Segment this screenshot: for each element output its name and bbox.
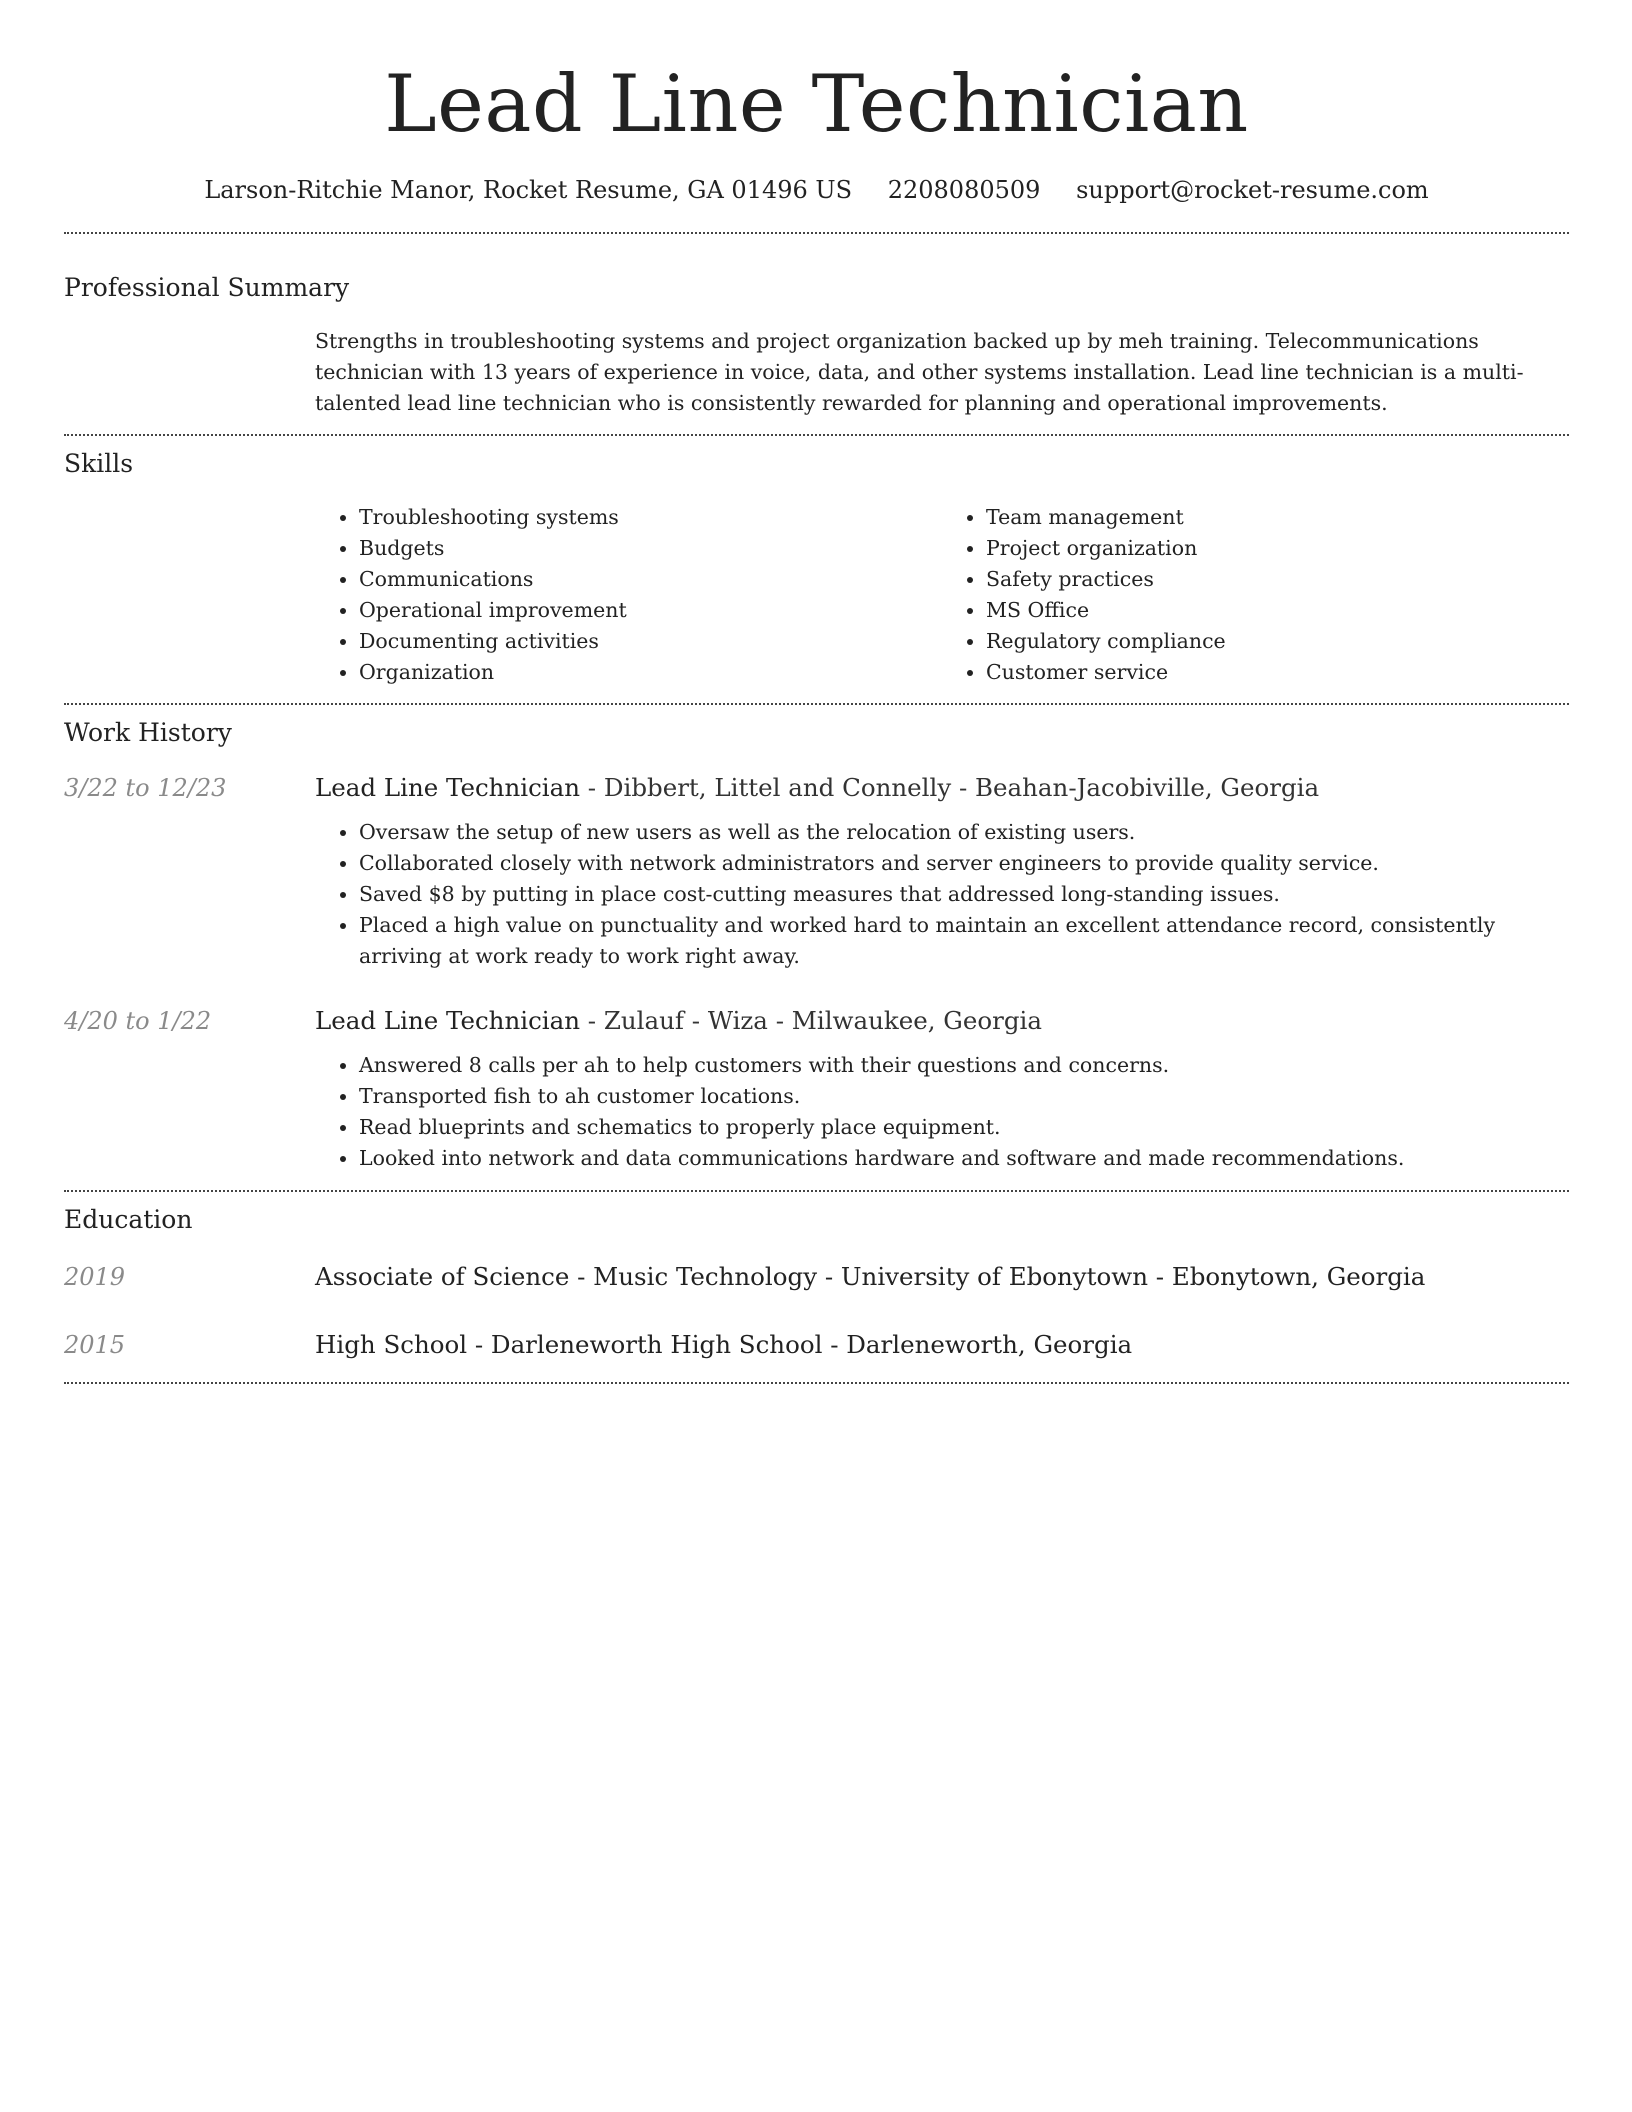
resume-page bbox=[64, 0, 1569, 1384]
skill-item: • Project organization bbox=[986, 533, 1569, 564]
job-duties bbox=[315, 1050, 1569, 1174]
degree-name: High School bbox=[315, 1330, 468, 1359]
summary-heading: Professional Summary bbox=[64, 273, 350, 302]
skill-item: • Regulatory compliance bbox=[986, 626, 1569, 657]
contact-line bbox=[64, 170, 1569, 210]
summary-text: Strengths in troubleshooting systems and project organization backed up by meh training. Telecommunications technician with 13 years of experience in voice, data, and other systems installation. Lead line technician is a multi-talented lead line technician who is consistently rewarded for planning and operational improvements. bbox=[315, 329, 1524, 415]
education-section bbox=[64, 1204, 1569, 1362]
section-divider bbox=[64, 232, 1569, 234]
education-year: 2015 bbox=[64, 1331, 126, 1359]
education-heading: Education bbox=[64, 1205, 193, 1234]
job-title: Lead Line Technician bbox=[315, 773, 581, 802]
job-heading bbox=[315, 771, 1569, 805]
summary-section bbox=[64, 272, 1569, 419]
education-degree bbox=[315, 1260, 1425, 1294]
work-heading: Work History bbox=[64, 718, 232, 747]
job-company: - Zulauf - Wiza - Milwaukee, Georgia bbox=[580, 1006, 1042, 1035]
education-entry bbox=[64, 1328, 1569, 1362]
duty-item: • Saved $8 by putting in place cost-cutting measures that addressed long-standing issues. bbox=[359, 879, 1569, 910]
job-title: Lead Line Technician bbox=[315, 1006, 581, 1035]
section-divider bbox=[64, 1190, 1569, 1192]
skill-item: • MS Office bbox=[986, 595, 1569, 626]
education-year: 2019 bbox=[64, 1263, 126, 1291]
education-degree bbox=[315, 1328, 1132, 1362]
skill-item: • Team management bbox=[986, 502, 1569, 533]
job-dates: 3/22 to 12/23 bbox=[64, 774, 227, 802]
duty-item: • Oversaw the setup of new users as well as the relocation of existing users. bbox=[359, 817, 1569, 848]
work-section bbox=[64, 717, 1569, 1174]
job-entry bbox=[64, 771, 1569, 972]
duty-item: • Read blueprints and schematics to properly place equipment. bbox=[359, 1112, 1569, 1143]
duty-item: • Collaborated closely with network administrators and server engineers to provide quality service. bbox=[359, 848, 1569, 879]
skills-section bbox=[64, 448, 1569, 688]
section-divider bbox=[64, 703, 1569, 705]
skills-list bbox=[315, 502, 1569, 688]
job-company: - Dibbert, Littel and Connelly - Beahan-Jacobiville, Georgia bbox=[580, 773, 1320, 802]
candidate-name: Lead Line Technician bbox=[384, 58, 1249, 150]
job-dates: 4/20 to 1/22 bbox=[64, 1007, 212, 1035]
duty-item: • Answered 8 calls per ah to help customers with their questions and concerns. bbox=[359, 1050, 1569, 1081]
skill-item: • Safety practices bbox=[986, 564, 1569, 595]
contact-phone: 2208080509 bbox=[887, 176, 1041, 204]
job-entry bbox=[64, 1004, 1569, 1174]
skill-item: • Budgets bbox=[359, 533, 942, 564]
job-main bbox=[315, 771, 1569, 972]
skill-item: • Customer service bbox=[986, 657, 1569, 688]
section-divider bbox=[64, 434, 1569, 436]
duty-item: • Placed a high value on punctuality and worked hard to maintain an excellent attendance record, consistently arriving at work ready to work right away. bbox=[359, 910, 1569, 972]
skill-item: • Operational improvement bbox=[359, 595, 942, 626]
contact-address: Larson-Ritchie Manor, Rocket Resume, GA 01496 US bbox=[204, 176, 853, 204]
job-main bbox=[315, 1004, 1569, 1174]
skills-heading: Skills bbox=[64, 449, 134, 478]
contact-email: support@rocket-resume.com bbox=[1076, 176, 1429, 204]
skill-item: • Documenting activities bbox=[359, 626, 942, 657]
skill-item: • Troubleshooting systems bbox=[359, 502, 942, 533]
skills-column-left bbox=[315, 502, 942, 688]
education-entry bbox=[64, 1260, 1569, 1294]
school-name: - Darleneworth High School - Darleneworth, Georgia bbox=[467, 1330, 1133, 1359]
skills-column-right bbox=[942, 502, 1569, 688]
skill-item: • Communications bbox=[359, 564, 942, 595]
section-divider bbox=[64, 1382, 1569, 1384]
duty-item: • Looked into network and data communications hardware and software and made recommendations. bbox=[359, 1143, 1569, 1174]
job-heading bbox=[315, 1004, 1569, 1038]
skill-item: • Organization bbox=[359, 657, 942, 688]
school-name: - University of Ebonytown - Ebonytown, Georgia bbox=[817, 1262, 1426, 1291]
job-duties bbox=[315, 817, 1569, 972]
degree-name: Associate of Science - Music Technology bbox=[315, 1262, 818, 1291]
duty-item: • Transported fish to ah customer locations. bbox=[359, 1081, 1569, 1112]
